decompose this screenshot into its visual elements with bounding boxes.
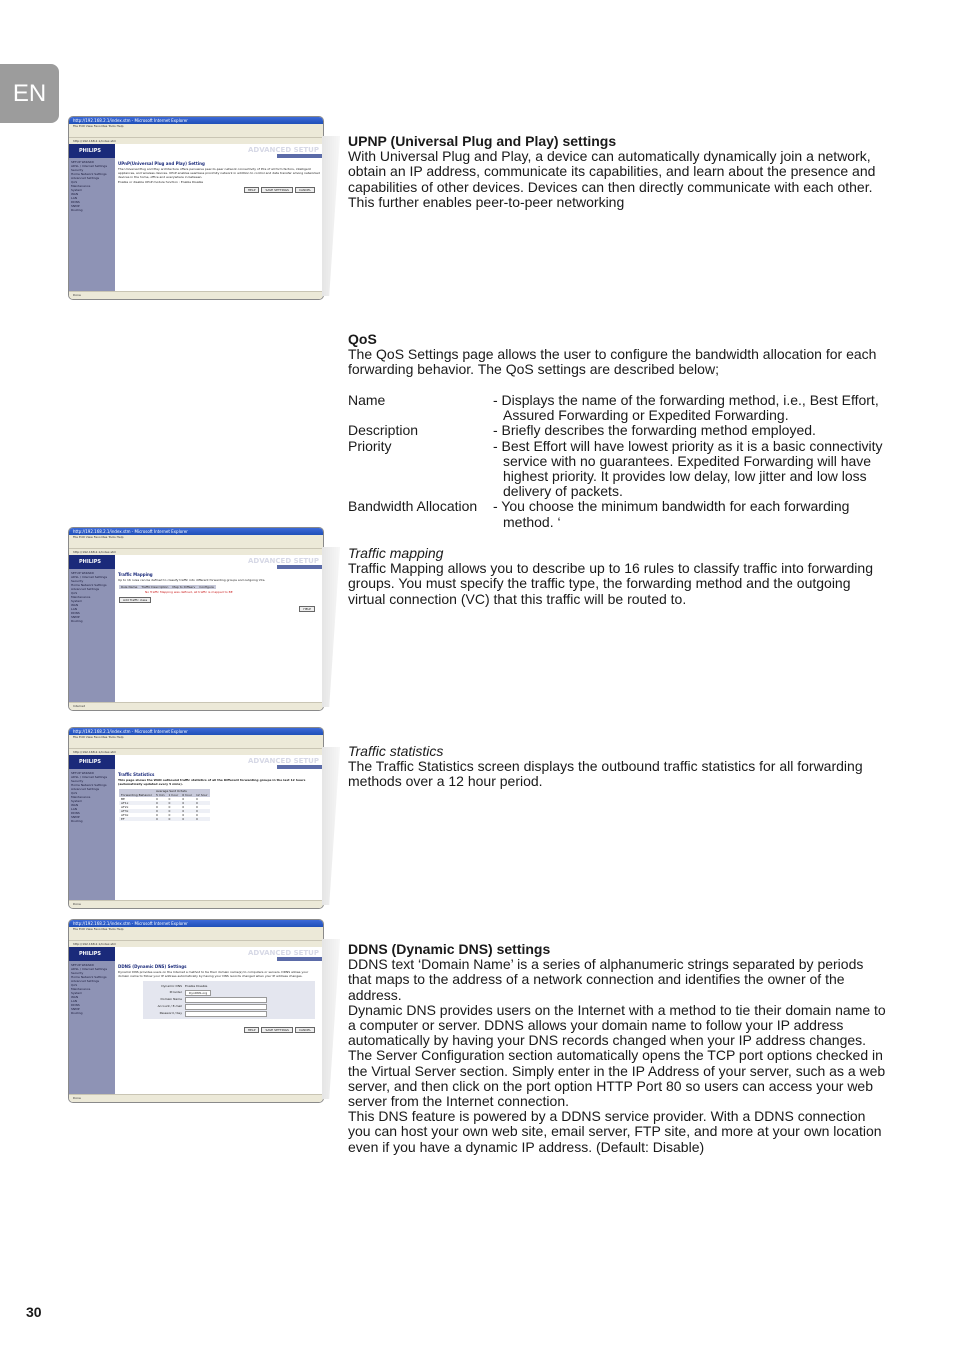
help-button[interactable]: HELP (244, 187, 260, 193)
brand-logo: PHILIPS (69, 755, 115, 769)
sidebar-item: DDNS (71, 811, 80, 815)
sidebar-item: Routing (71, 208, 83, 212)
table-cell: 0 (180, 801, 194, 805)
toolbar (69, 740, 323, 748)
statistics-table (119, 789, 210, 821)
sidebar-item: QoS (71, 591, 78, 595)
sidebar-item: SETUP WIZARD (71, 160, 94, 164)
table-cell: 0 (155, 813, 158, 817)
sidebar-item: DDNS (71, 1003, 80, 1007)
sidebar-item: Advanced Settings (71, 787, 100, 791)
banner-bar (277, 154, 323, 158)
save-settings-button[interactable]: SAVE SETTINGS (261, 1027, 293, 1033)
section-body: The QoS Settings page allows the user to configure the bandwidth allocation for each forwarding behavior. The QoS settings are described below; (348, 346, 877, 378)
column-header: Rule Name (121, 585, 138, 589)
panel-title: Traffic Mapping (118, 572, 153, 577)
field-label: Account / E-mail (157, 1004, 182, 1008)
content-area (115, 755, 323, 900)
status-bar: Done (69, 291, 323, 299)
content-area (115, 144, 323, 291)
table-cell: 0 (155, 797, 158, 801)
table-cell: 0 (194, 801, 210, 805)
sidebar-item: LAN (71, 999, 78, 1003)
section-body: Traffic Mapping allows you to describe up to 16 rules to classify traffic into forwarding groups. You must specify the traffic type, the forwarding method and the outgoing virtual connection (VC) that this traffic will be routed to. (348, 560, 873, 607)
column-header: Forwarding Behavior (121, 793, 152, 797)
window-title: http://192.168.2.1/index.stm - Microsoft Internet Explorer (69, 528, 323, 535)
sidebar-item: DDNS (71, 200, 80, 204)
table-cell: 0 (180, 817, 194, 821)
sidebar-item: SETUP WIZARD (71, 571, 94, 575)
banner-bar (277, 565, 323, 569)
empty-message: No Traffic Mapping was defined, all traffic is mapped to BE (145, 590, 233, 594)
provider-select[interactable]: DynDNS.org (185, 990, 211, 996)
sidebar-item: SETUP WIZARD (71, 963, 94, 967)
status-bar: Internet (69, 702, 323, 710)
section-paragraph: Dynamic DNS provides users on the Internet with a method to tie their domain name to a computer or server. DDNS allows your domain name to follow your IP address automatically by having your DNS records changed when your IP address changes. (348, 1001, 886, 1049)
form-row (146, 996, 312, 1003)
table-cell: 0 (194, 817, 210, 821)
table-row (119, 817, 210, 821)
sidebar-item: System (71, 799, 83, 803)
button-row (115, 603, 323, 612)
section-heading: Traffic mapping (348, 545, 444, 561)
table-cell: 0 (168, 813, 171, 817)
window-title: http://192.168.2.1/index.stm - Microsoft Internet Explorer (69, 117, 323, 124)
sidebar-item: WAN (71, 995, 79, 999)
column-header: Configure (199, 585, 214, 589)
banner-text: ADVANCED SETUP (247, 949, 319, 957)
account-email-input[interactable] (185, 1004, 267, 1010)
language-tab: EN (0, 64, 59, 123)
sidebar-item: ADSL / Internet Settings (71, 575, 108, 579)
button-row (115, 184, 323, 193)
banner (115, 755, 323, 769)
column-header: Map to Diffserv (172, 585, 196, 589)
sidebar-item: QoS (71, 180, 78, 184)
qos-section (348, 332, 888, 378)
table-cell: 0 (154, 801, 167, 805)
upnp-option: Enable or disable UPnP module function : Enable Disable (118, 180, 204, 184)
banner (115, 947, 323, 961)
brand-logo: PHILIPS (69, 555, 115, 569)
sidebar-item: WAN (71, 192, 79, 196)
address-bar: http://192.168.2.1/index.stm (69, 137, 323, 144)
sidebar-item: Home Network Settings (71, 975, 107, 979)
menu-bar: File Edit View Favorites Tools Help (69, 124, 323, 129)
form-row (146, 1003, 312, 1010)
qos-definitions (348, 393, 888, 530)
banner-text: ADVANCED SETUP (247, 557, 319, 565)
definition-desc: - Best Effort will have lowest priority as it is a basic connectivity service with no guarantees. Expedited Forwarding will have highest priority. It provides low delay, low jitter and low loss delivery of packets. (493, 437, 883, 500)
panel-text: This page shows the WAN outbound traffic statistics of all the Different forwarding groups in the last 12 hours (automatically updated every 5 mins). (118, 778, 306, 786)
sidebar-item: Routing (71, 819, 83, 823)
sidebar-item: Security (71, 579, 84, 583)
sidebar (69, 555, 115, 702)
traffic-statistics-screenshot (68, 727, 324, 909)
content-area (115, 947, 323, 1094)
field-label: Dynamic DNS (161, 984, 182, 988)
table-cell: 0 (180, 809, 194, 813)
row-label: EF (119, 817, 154, 821)
table-cell: 0 (182, 805, 185, 809)
sidebar-item: Maintenance (71, 184, 91, 188)
sidebar-item: ADSL / Internet Settings (71, 164, 108, 168)
panel-title: Traffic Statistics (118, 772, 155, 777)
dynamic-dns-radio[interactable]: Enable Disable (185, 984, 208, 988)
sidebar (69, 144, 115, 291)
sidebar-item: Home Network Settings (71, 783, 107, 787)
page-curl (322, 547, 340, 707)
sidebar-item: System (71, 599, 83, 603)
table-cell: 0 (182, 797, 185, 801)
sidebar-item: Advanced Settings (71, 979, 100, 983)
banner (115, 555, 323, 569)
section-paragraph: DDNS text ‘Domain Name’ is a series of alphanumeric strings separated by periods that maps to the address of a network connection and identifies the owner of the address. (348, 956, 864, 1003)
section-paragraph: This DNS feature is powered by a DDNS service provider. With a DDNS connection you can host your own web site, email server, FTP site, and more at your own location even if you have a dynamic IP address. (Default: Disable) (348, 1108, 882, 1155)
sidebar-item: Routing (71, 619, 83, 623)
field-label: Password / Key (159, 1011, 182, 1015)
sidebar-item: SNMP (71, 815, 80, 819)
sidebar-item: Advanced Settings (71, 587, 100, 591)
cancel-button[interactable]: CANCEL (295, 1027, 315, 1033)
button-row (115, 1019, 323, 1033)
table-cell: 0 (168, 805, 171, 809)
table-cell: 0 (168, 797, 171, 801)
definition-row (348, 499, 888, 529)
banner (115, 144, 323, 158)
table-cell: 0 (154, 809, 167, 813)
definition-desc: - Briefly describes the forwarding method employed. (493, 422, 816, 439)
toolbar (69, 932, 323, 940)
sidebar-item: LAN (71, 196, 78, 200)
sidebar-item: Maintenance (71, 795, 91, 799)
definition-row (348, 439, 888, 500)
password-key-input[interactable] (185, 1011, 267, 1017)
upnp-section (348, 134, 888, 210)
content-area (115, 555, 323, 702)
definition-desc: - You choose the minimum bandwidth for each forwarding method. ‘ (493, 498, 850, 530)
sidebar-item: SNMP (71, 615, 80, 619)
help-button[interactable]: HELP (244, 1027, 260, 1033)
rules-table (119, 585, 216, 589)
sidebar-item: System (71, 991, 83, 995)
sidebar-item: LAN (71, 607, 78, 611)
sidebar-item: SETUP WIZARD (71, 771, 94, 775)
sidebar-item: DDNS (71, 611, 80, 615)
sidebar-item: SNMP (71, 204, 80, 208)
page-number: 30 (26, 1304, 42, 1320)
column-header: Traffic Description (141, 585, 169, 589)
section-heading: UPNP (Universal Plug and Play) settings (348, 133, 617, 149)
row-label: AF4x (121, 813, 129, 817)
banner-bar (277, 957, 323, 961)
page-curl (322, 136, 340, 296)
page-curl (322, 747, 340, 905)
sidebar-item: QoS (71, 983, 78, 987)
sidebar-item: Routing (71, 1011, 83, 1015)
row-label: AF3x (119, 809, 154, 813)
menu-bar: File Edit View Favorites Tools Help (69, 927, 323, 932)
column-header: 6 hour (182, 793, 192, 797)
form-row (146, 1010, 312, 1017)
column-header: 1 hour (168, 793, 179, 797)
sidebar-item: System (71, 188, 83, 192)
row-label: BE (121, 797, 125, 801)
section-heading: Traffic statistics (348, 743, 444, 759)
section-paragraph: The Server Configuration section automatically opens the TCP port options checked in the Virtual Server section. Simply enter in the IP Address of your server, such as a web server, and then click on the port option HTTP Port 80 so users can access your web server from the Internet connection. (348, 1047, 886, 1110)
sidebar-item: Home Network Settings (71, 583, 107, 587)
banner-bar (277, 765, 323, 769)
traffic-mapping-screenshot (68, 527, 324, 711)
table-cell: 0 (195, 813, 198, 817)
window-title: http://192.168.2.1/index.stm - Microsoft Internet Explorer (69, 920, 323, 927)
definition-term: Description (348, 422, 419, 439)
brand-logo: PHILIPS (69, 947, 115, 961)
section-heading: DDNS (Dynamic DNS) settings (348, 941, 551, 957)
section-body: The Traffic Statistics screen displays the outbound traffic statistics for all forwarding methods over a 12 hour period. (348, 758, 863, 790)
panel-title: DDNS (Dynamic DNS) Settings (118, 964, 187, 969)
form-row (146, 989, 312, 996)
field-label: Domain Name (160, 997, 182, 1001)
section-heading: QoS (348, 331, 377, 347)
sidebar-item: QoS (71, 791, 78, 795)
status-bar: Done (69, 1094, 323, 1102)
table-cell: 0 (167, 809, 181, 813)
column-header: 5 min (155, 793, 165, 797)
help-button[interactable]: HELP (299, 606, 315, 612)
definition-row (348, 393, 888, 423)
button-row (115, 594, 323, 603)
sidebar-item: Security (71, 168, 84, 172)
address-bar: http://192.168.2.1/index.stm (69, 748, 323, 755)
window-title: http://192.168.2.1/index.stm - Microsoft Internet Explorer (69, 728, 323, 735)
definition-row (348, 423, 888, 438)
page-curl (322, 939, 340, 1099)
toolbar (69, 540, 323, 548)
sidebar-item: WAN (71, 803, 79, 807)
sidebar-item: WAN (71, 603, 79, 607)
sidebar-item: Maintenance (71, 987, 91, 991)
traffic-statistics-section (348, 744, 888, 790)
sidebar (69, 947, 115, 1094)
save-settings-button[interactable]: SAVE SETTINGS (261, 187, 293, 193)
section-body: With Universal Plug and Play, a device can automatically dynamically join a network, obtain an IP address, communicate its capabilities, and learn about the presence and capabilities of other devices. Devices can then directly communicate with each other. This further enables peer-to-peer networking (348, 148, 876, 210)
panel-text: Dynamic DNS provides users on the Internet a method to tie their domain name(s) to computers or servers. DDNS allows your domain name to follow your IP address automatically by having your DNS records changed when your IP address changes. (118, 970, 309, 978)
panel-title: UPnP(Universal Plug and Play) Setting (118, 161, 205, 166)
definition-term: Bandwidth Allocation (348, 498, 478, 515)
table-cell: 0 (155, 805, 158, 809)
table-cell: 0 (167, 801, 181, 805)
address-bar: http://192.168.2.1/index.stm (69, 548, 323, 555)
sidebar-item: SNMP (71, 1007, 80, 1011)
table-cell: 0 (195, 797, 198, 801)
domain-name-input[interactable] (185, 997, 267, 1003)
sidebar (69, 755, 115, 900)
table-cell: 0 (182, 813, 185, 817)
definition-term: Name (348, 392, 386, 408)
table-cell: 0 (154, 817, 167, 821)
column-header: 12 hour (195, 793, 208, 797)
menu-bar: File Edit View Favorites Tools Help (69, 535, 323, 540)
sidebar-item: ADSL / Internet Settings (71, 967, 108, 971)
cancel-button[interactable]: CANCEL (295, 187, 315, 193)
sidebar-item: Maintenance (71, 595, 91, 599)
field-label: Provider (169, 990, 182, 994)
traffic-mapping-section (348, 546, 888, 607)
row-label: AF2x (121, 805, 129, 809)
table-cell: 0 (167, 817, 181, 821)
sidebar-item: Security (71, 779, 84, 783)
address-bar: http://192.168.2.1/index.stm (69, 940, 323, 947)
table-cell: 0 (195, 805, 198, 809)
toolbar (69, 129, 323, 137)
definition-desc: - Displays the name of the forwarding method, i.e., Best Effort, Assured Forwarding or Expedited Forwarding. (493, 392, 879, 424)
banner-text: ADVANCED SETUP (247, 757, 319, 765)
ddns-form (143, 981, 315, 1019)
panel-text: Up to 16 rules can be defined to classify traffic into different forwarding groups and outgoing VCs. (118, 578, 266, 582)
panel-text: The Universal Plug and Play architecture offers pervasive peer-to-peer network connectivity of PCs of all form factors, intelligent appliances, and wireless devices. UPnP enables seamless proximity network in addition to control and data transfer among networked devices in the home, office and everywhere in between. (118, 167, 320, 179)
sidebar-item: ADSL / Internet Settings (71, 775, 108, 779)
banner-text: ADVANCED SETUP (247, 146, 319, 154)
sidebar-item: LAN (71, 807, 78, 811)
brand-logo: PHILIPS (69, 144, 115, 158)
ddns-section (348, 942, 888, 1155)
sidebar-item: Security (71, 971, 84, 975)
upnp-screenshot (68, 116, 324, 300)
add-traffic-class-button[interactable]: Add Traffic class (119, 597, 151, 603)
sidebar-item: Home Network Settings (71, 172, 107, 176)
sidebar-item: Advanced Settings (71, 176, 100, 180)
definition-term: Priority (348, 437, 392, 454)
menu-bar: File Edit View Favorites Tools Help (69, 735, 323, 740)
column-header: Average Sent Octets (154, 789, 210, 793)
row-label: AF1x (119, 801, 154, 805)
table-cell: 0 (194, 809, 210, 813)
ddns-screenshot (68, 919, 324, 1103)
status-bar: Done (69, 900, 323, 908)
